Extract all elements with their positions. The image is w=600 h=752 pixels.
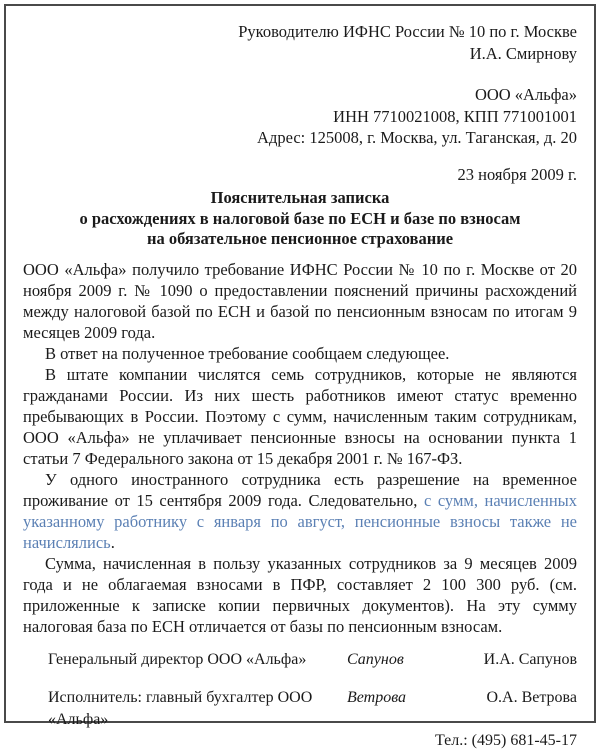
- addressee-line: И.А. Смирнову: [469, 43, 577, 63]
- signatory-name: О.А. Ветрова: [486, 689, 577, 706]
- document-body: [23, 259, 577, 637]
- signature-row-accountant: [23, 687, 577, 730]
- signatory-name: И.А. Сапунов: [483, 650, 577, 668]
- paragraph-text: У одного иностранного сотрудника есть разрешение на временное проживание от 15 сентября 2009 года. Следовательно,: [23, 469, 577, 510]
- paragraph: В штате компании числятся семь сотрудников, которые не являются гражданами России. Из них шесть работников имеют статус временно пребывающих в России. Поэтому с сумм, начисленным таким сотрудникам, ООО «Альфа» не уплачивает пенсионные взносы на основании пункта 1 статьи 7 Федерального закона от 15 декабря 2001 г. № 167-ФЗ.: [23, 364, 577, 468]
- paragraph: [23, 469, 577, 553]
- paragraph-text: .: [110, 532, 115, 552]
- signature-position: Генеральный директор ООО «Альфа»: [48, 650, 307, 668]
- signature-row-director: [23, 649, 577, 671]
- document-date: 23 ноября 2009 г.: [457, 164, 577, 184]
- handwritten-signature: Сапунов: [347, 650, 404, 668]
- title-line: Пояснительная записка: [210, 188, 390, 207]
- paragraph: Сумма, начисленная в пользу указанных сотрудников за 9 месяцев 2009 года и не облагаемая взносами в ПФР, составляет 2 100 300 руб. (см. приложенные к записке копии первичных документов). На эту сумму налоговая база по ЕСН отличается от базы по пенсионным взносам.: [23, 553, 577, 636]
- addressee-line: Руководителю ИФНС России № 10 по г. Москве: [238, 22, 577, 41]
- handwritten-signature: Ветрова: [347, 689, 407, 706]
- paragraph: В ответ на полученное требование сообщаем следующее.: [45, 343, 450, 363]
- title-line: на обязательное пенсионное страхование: [146, 229, 454, 248]
- paragraph: ООО «Альфа» получило требование ИФНС России № 10 по г. Москве от 20 ноября 2009 г. № 1090 о предоставлении пояснений причины расхождений между налоговой базой по ЕСН и базой по пенсионным взносам по итогам 9 месяцев 2009 года.: [23, 259, 577, 342]
- highlighted-text: с сумм, начисленных указанному работнику с января по август, пенсионные взносы также не начислялись: [23, 490, 578, 552]
- document-title: [23, 188, 577, 250]
- sender-company: ООО «Альфа»: [474, 85, 577, 104]
- sender-address: Адрес: 125008, г. Москва, ул. Таганская, д. 20: [257, 128, 577, 147]
- document-frame: [4, 4, 596, 749]
- addressee-block: [23, 21, 577, 64]
- contact-phone: Тел.: (495) 681-45-17: [434, 732, 577, 749]
- title-line: о расхождениях в налоговой базе по ЕСН и базе по взносам: [79, 208, 521, 228]
- sender-inn-kpp: ИНН 7710021008, КПП 771001001: [333, 106, 577, 126]
- signature-position: Исполнитель: главный бухгалтер ООО «Альфа»: [48, 689, 313, 728]
- sender-block: [23, 84, 577, 149]
